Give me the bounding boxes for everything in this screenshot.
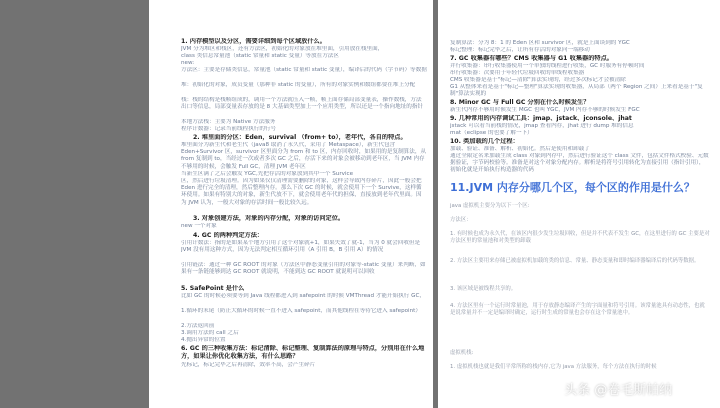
question-9-line: mat（eclipse 的也要了解一下） [450,130,533,136]
question-1-line: class 类信息常量池（static 常量和 static 变量）等放在方法区 [181,53,339,59]
question-1-line: 栈：栈的结构是栈帧组成的，调用一个方法就压入一帧，帧上面存储局部变量表，操作数栈，方法出口等信息，局部变量表存放的是 8 大基础类型加上一个应用类型，所以还是一个指向地址的指针 [181,97,424,111]
section-11-line: 3. 该区域是被线程共享的。 [450,286,517,292]
question-1-line: 本地方法栈：主要为 Native 方法服务 [181,119,276,125]
question-5-line: 比如 GC 的时候必须要等到 Java 线程都进入到 safepoint 的时候 VMThread 才能开始执行 GC， [181,293,425,299]
section-11-line: 方法区： [450,217,472,223]
question-6-line: 先标记，标记完毕之后再清除，效率不高，会产生碎片 [181,362,316,368]
question-7-line: 串行收集器：次要用于年轻代垃圾回收的单线程收集器 [450,70,585,76]
left-document-page [149,0,433,408]
question-2-line: 当新生区满了之后会触发 YGC,先把存活的对象放到其中一个 Survice [181,171,354,177]
question-5-line: 1.循环的末尾（防止大循环的时候一直不进入 safepoint，而其他线程在等待它进入 safepoint） [181,308,421,314]
question-1-line: 程序计数器：记录当前线程执行的行号 [181,126,277,132]
question-7-line: CMS 收集器是基于"标记—清除"算法实现的，经过多次标记才会被清除 [450,77,626,83]
right-page-content [438,0,720,408]
question-1-heading: 1. 内存模型以及分区，需要详细到每个区域放什么。 [181,38,326,45]
question-1-line: 方法区：主要是存储类信息，常量池（static 常量和 static 变量），编译后的代码（字节码）等数据 [181,67,427,73]
right-intro-line: 标记整理：标记完毕之后，让所有存活的对象向一端移动 [450,47,590,53]
question-1-line: new: [181,60,195,66]
section-11-title: 11.JVM 内存分哪几个区，每个区的作用是什么？ [450,181,695,194]
question-9-line: jstack 可以看当前栈的情况，jmap 查看内存，jhat 进行 dump 堆的信息 [450,123,634,129]
question-9-heading: 9. 几种常用的内存调试工具：jmap、jstack、jconsole、jhat [450,115,632,122]
watermark [544,379,672,398]
question-8-heading: 8. Minor GC 与 Full GC 分别在什么时候发生？ [450,99,590,106]
question-5-heading: 5. SafePoint 是什么 [181,285,245,292]
question-5-line: 2.方法返回前 [181,323,215,329]
question-2-line: 堆里面分为新生代和老生代（java8 取消了永久代，采用了 Metaspace），新生代包含 Eden+Survivor 区，survivor 区里面分为 from 和 to 区，内存回收时，如果用的是复制算法，从 from 复制到 to，当经过一次或者多次 GC 之后，存活下来的对象会被移动到老年区，当 JVM 内存不够用的时候，会触发 Full GC，清理 JVM 老年区 [181,142,427,170]
question-4-line: 引用计数法：指的是如果某个地方引用了这个对象就+1，如果失效了就-1，当为 0 就会回收但是 JVM 没有用这种方式，因为无法判定相互循环引用（A 引用 B，B 引用 A）的情况 [181,240,421,254]
section-11-line: 2. 方法区主要用来存储已被虚拟机加载的类的信息、常量、静态变量和即时编译器编译后的代码等数据。 [450,258,700,264]
question-5-line: 3.调用方法的 call 之后 [181,330,239,336]
section-11-line: 4. 方法区里有一个运行时常量池，用于存放静态编译产生的字面量和符号引用。该常量池具有动态性，也就是说常量并不一定是编译时确定，运行时生成的常量也会存在这个常量池中。 [450,303,705,316]
question-7-line: G1 从整体来看是基于"标记—整理"算法实现的收集器，从局部（两个 Region 之间）上来看是基于"复制"算法实现的 [450,84,703,98]
question-4-line: 引用链法：通过一种 GC ROOT 的对象（方法区中静态变量引用的对象等-static 变量）来判断，如果有一条链能够到达 GC ROOT 就说明，不能到达 GC ROOT 就说明可以回收 [181,262,426,276]
question-10-line: 通过全限定名来加载生成 class 对象到内存中，然后进行验证这个 class 文件，包括文件格式校验、元数据验证，字节码校验等。准备是对这个对象分配内存。解析是将符号引用转化为直接引用（指针引用），初始化就是开始执行构造器的代码 [450,153,709,174]
question-7-line: 并行收集器：串行收集器使用一个单独的线程进行收集，GC 时服务有停顿时间 [450,63,645,69]
question-5-line: 4.抛出异常的位置 [181,337,226,343]
right-document-page [438,0,720,408]
left-page-content [149,0,433,408]
question-3-line: new 一个对象 [181,223,217,229]
question-10-line: 加载、验证、准备、解析、初始化。然后是使用和卸载了 [450,146,590,152]
question-8-line: 新生代内存不够用时候发生 MGC 也叫 YGC，JVM 内存不够的时候发生 FGC [450,107,640,113]
question-4-heading: 4. GC 的两种判定方法： [193,232,264,239]
question-1-line: 堆：初始化的对象，成员变量（那种非 static 的变量），所有的对象实例和数组都要在堆上分配 [181,82,416,88]
section-11-line: 虚拟机栈: [450,350,474,356]
question-2-heading: 2. 堆里面的分区：Eden，survival （from+ to），老年代，各自的特点。 [193,134,407,141]
question-10-heading: 10. 类加载的几个过程： [450,138,519,145]
question-7-heading: 7. GC 收集器有哪些？CMS 收集器与 G1 收集器的特点。 [450,55,613,62]
question-2-line: 区，然后进行垃圾清理。因为如果仅仅清理需要删除的对象，这样会导致内存碎片，因此一般会把 Eden 进行完全的清理，然后整理内存。那么下次 GC 的时候，就会使用下一个 Survive，这样循环使用。如果有特别大的对象，新生代放不下，就会使用老年代的担保，直接放到老年代里面。因为 JVM 认为，一般大对象的存活时间一般比较久远。 [181,178,422,206]
section-11-line: java 虚拟机主要分为以下一个区: [450,203,530,209]
section-11-line: 1. 有时候也成为永久代，在该区内很少发生垃圾回收，但是并不代表不发生 GC，在这里进行的 GC 主要是对方法区里的常量池和对类型的卸载 [450,231,710,244]
question-3-heading: 3. 对象创建方法，对象的内存分配，对象的访问定位。 [193,215,345,222]
question-1-line: JVM 分为堆区和栈区，还有方法区，初始化的对象放在堆里面，引用放在栈里面， [181,46,384,52]
watermark-text: 头条 @卷毛斯帕纳 [564,383,673,398]
question-6-heading: 6. GC 的三种收集方法：标记清除、标记整理、复制算法的原理与特点，分别用在什么地方，如果让你优化收集方法，有什么思路？ [181,345,425,360]
watermark-logo-icon [544,383,557,396]
right-intro-line: 复制算法：分为 8：1 的 Eden 区和 survivor 区，就是上面谈到的 YGC [450,40,630,46]
section-11-line: 1. 虚拟机栈也就是我们平常所称的栈内存,它为 java 方法服务，每个方法在执行的时候 [450,364,657,370]
